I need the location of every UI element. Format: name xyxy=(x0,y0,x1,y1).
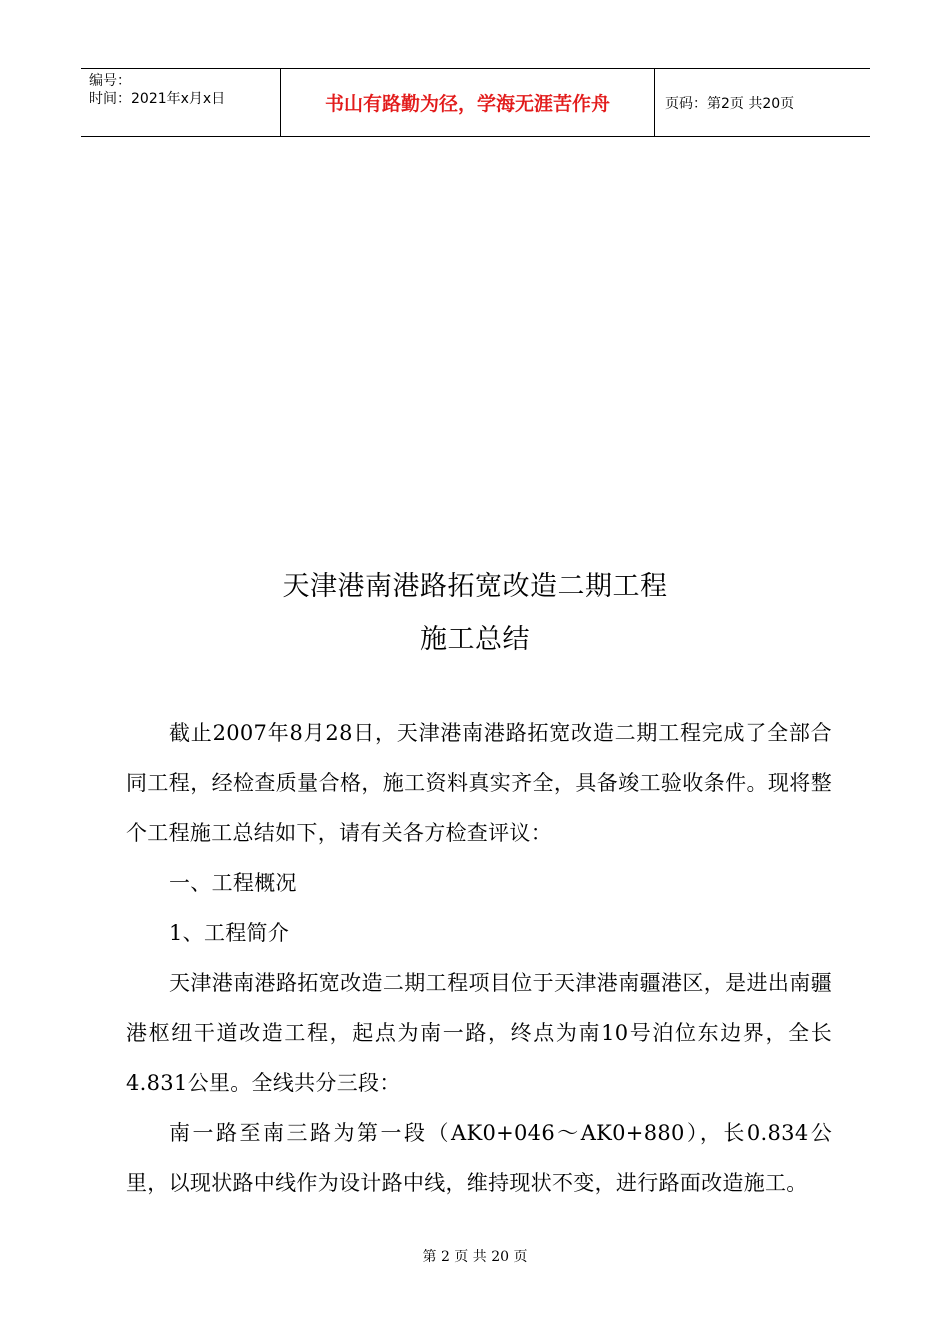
segment-one-paragraph: 南一路至南三路为第一段（AK0+046～AK0+880），长0.834公里，以现状路中线作为设计路中线，维持现状不变，进行路面改造施工。 xyxy=(126,1121,832,1195)
section-heading: 一、工程概况 xyxy=(169,871,297,895)
document-time-label: 时间：2021年x月x日 xyxy=(89,91,226,107)
page-header xyxy=(81,68,870,137)
document-title: 天津港南港路拓宽改造二期工程 xyxy=(282,571,668,602)
intro-paragraph: 截止2007年8月28日，天津港南港路拓宽改造二期工程完成了全部合同工程，经检查质量合格，施工资料真实齐全，具备竣工验收条件。现将整个工程施工总结如下，请有关各方检查评议： xyxy=(126,721,832,845)
header-motto: 书山有路勤为径，学海无涯苦作舟 xyxy=(281,69,655,136)
header-page-info: 页码：第2页 共20页 xyxy=(665,95,795,112)
project-intro-paragraph: 天津港南港路拓宽改造二期工程项目位于天津港南疆港区，是进出南疆港枢纽干道改造工程，起点为南一路，终点为南10号泊位东边界，全长4.831公里。全线共分三段： xyxy=(126,971,832,1095)
subsection-heading: 1、工程简介 xyxy=(169,921,290,945)
page-footer: 第 2 页 共 20 页 xyxy=(422,1249,528,1265)
document-number-label: 编号： xyxy=(89,73,131,89)
header-meta-cell xyxy=(81,69,281,136)
document-subtitle: 施工总结 xyxy=(420,624,530,655)
